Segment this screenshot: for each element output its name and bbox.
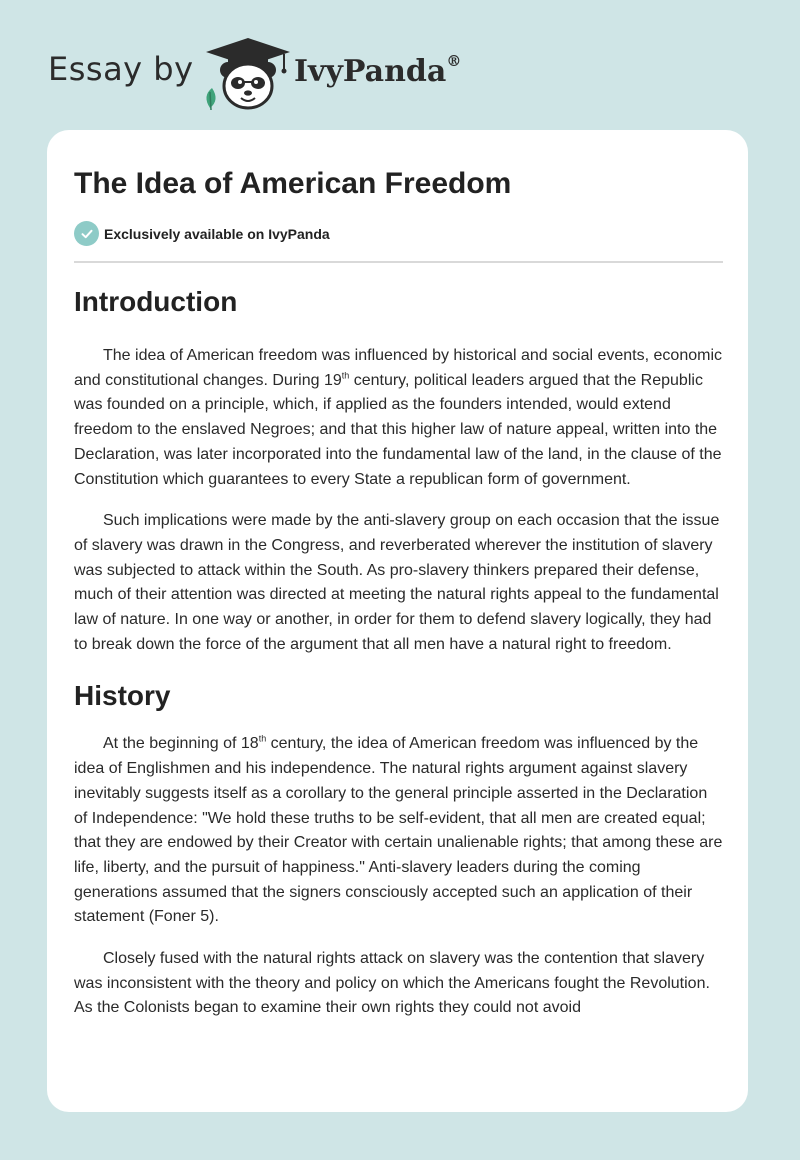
- badge-text: Exclusively available on IvyPanda: [104, 225, 330, 242]
- essay-body: [74, 280, 723, 1038]
- paragraph: The idea of American freedom was influenced by historical and social events, economic and constitutional changes. During 19th century, political leaders argued that the Republic was founded on a principle, which, if applied as the founders intended, would extend freedom to the enslaved Negroes; and that this higher law of nature appeal, written into the Declaration, was later incorporated into the fundamental law of the land, in the clause of the Constitution which guarantees to every State a republican form of government.: [74, 347, 722, 488]
- brand-name[interactable]: IvyPanda®: [294, 52, 462, 89]
- section-heading-history: History: [74, 680, 171, 712]
- essay-card: [47, 130, 748, 1112]
- registered-mark: ®: [446, 52, 462, 70]
- paragraph: Closely fused with the natural rights attack on slavery was the contention that slavery was inconsistent with the theory and policy on which the Americans fought the Revolution. As the Colonists began to examine their own rights they could not avoid: [74, 950, 710, 1017]
- site-header: [0, 0, 800, 130]
- brand-prefix: Essay by: [48, 50, 194, 88]
- divider: [74, 261, 723, 263]
- paragraph: At the beginning of 18th century, the idea of American freedom was influenced by the idea of Englishmen and his independence. The natural rights argument against slavery inevitably suggests itself as a corollary to the general principle asserted in the Declaration of Independence: "We hold these truths to be self-evident, that all men are created equal; that they are endowed by their Creator with certain unalienable rights; that among these are life, liberty, and the pursuit of happiness." Anti-slavery leaders during the coming generations assumed that the signers consciously accepted such an application of their statement (Foner 5).: [74, 734, 723, 926]
- section-heading-introduction: Introduction: [74, 286, 238, 317]
- page-title: The Idea of American Freedom: [74, 167, 512, 200]
- panda-graduate-icon[interactable]: [200, 36, 296, 112]
- exclusive-badge: [74, 221, 330, 246]
- paragraph: Such implications were made by the anti-slavery group on each occasion that the issue of slavery was drawn in the Congress, and reverberated wherever the institution of slavery was subjected to attack within the South. As pro-slavery thinkers prepared their defense, much of their attention was directed at meeting the natural rights appeal to the fundamental law of nature. In one way or another, in order for them to defend slavery logically, they had to break down the force of the argument that all men have a natural right to freedom.: [74, 512, 720, 653]
- check-circle-icon: [74, 221, 99, 246]
